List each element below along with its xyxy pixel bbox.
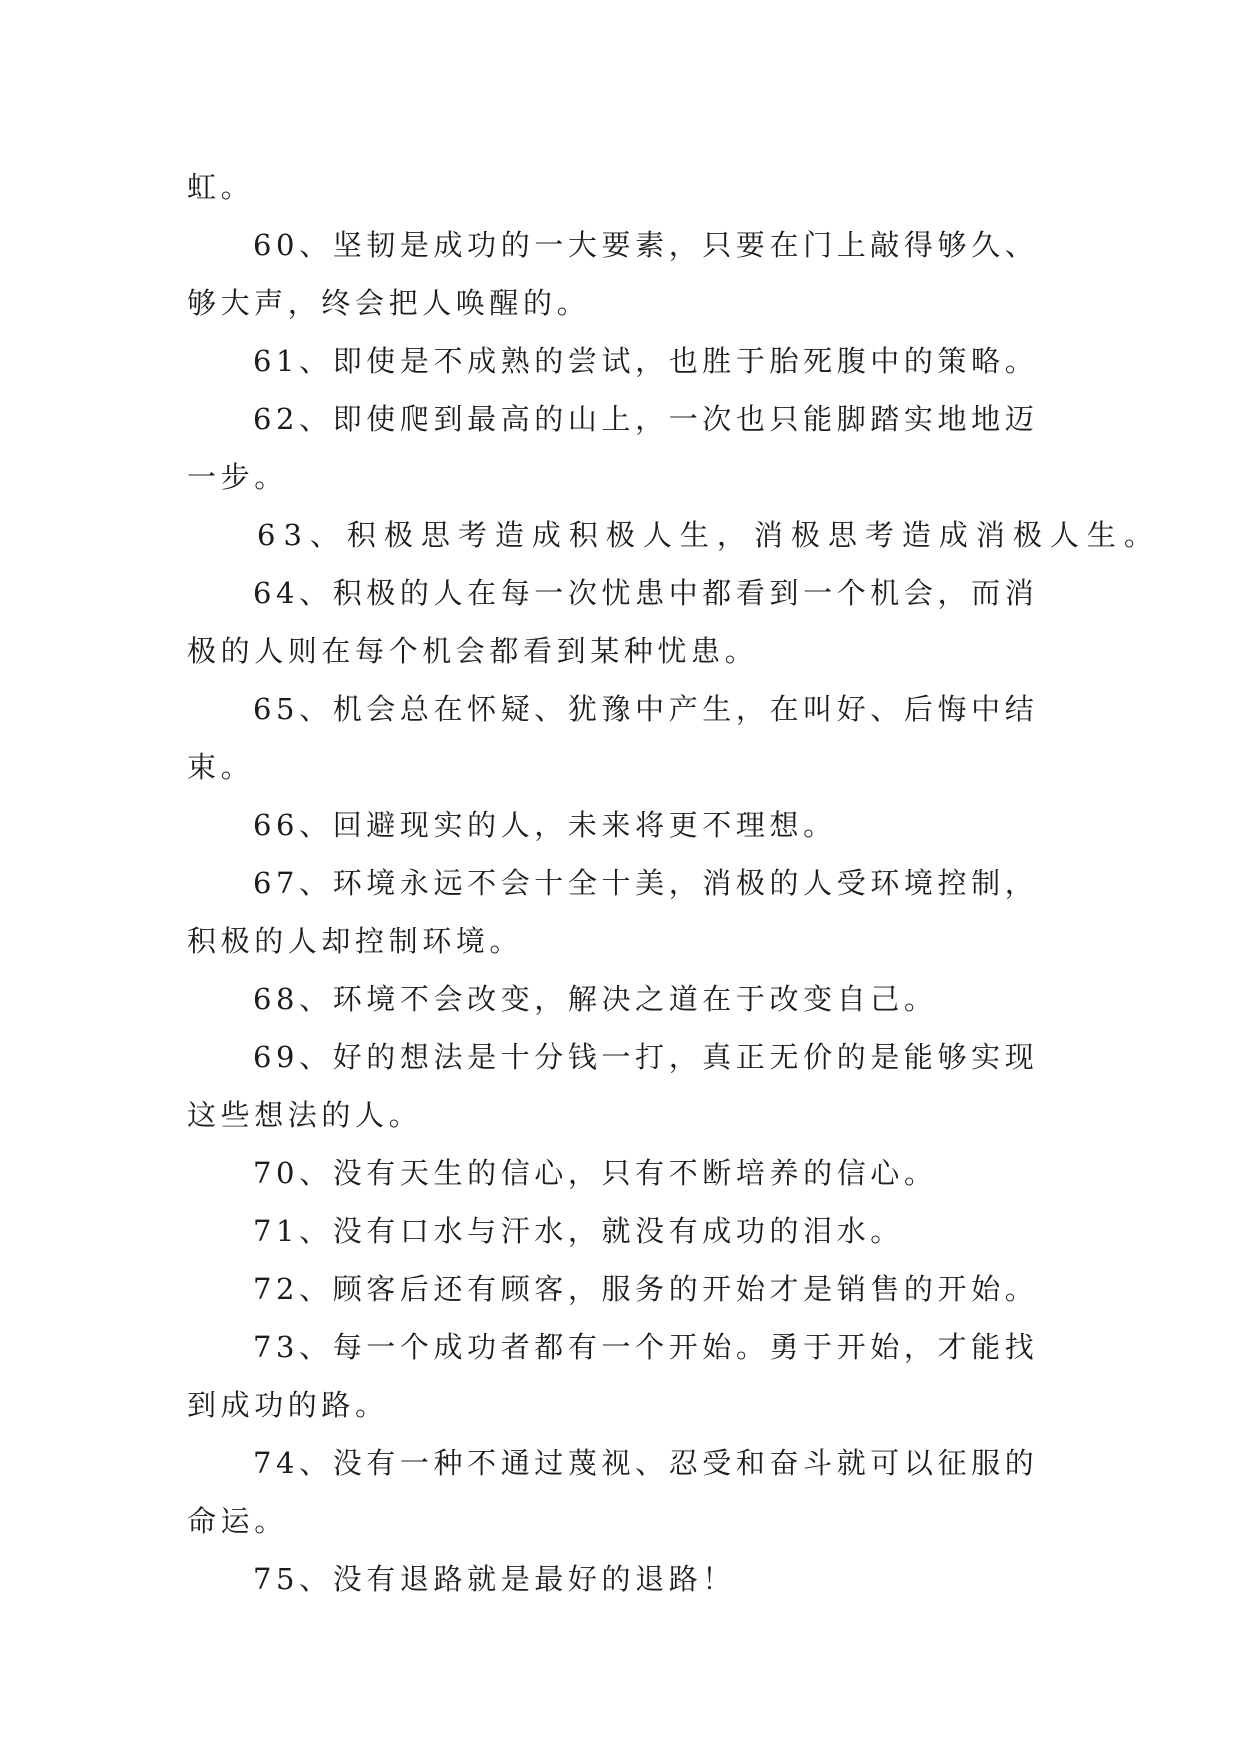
quote-65: 65、机会总在怀疑、犹豫中产生，在叫好、后悔中结束。: [187, 692, 1039, 784]
quote-67: 67、环境永远不会十全十美，消极的人受环境控制，积极的人却控制环境。: [187, 866, 1039, 958]
quote-75: 75、没有退路就是最好的退路！: [253, 1562, 736, 1596]
quote-74: 74、没有一种不通过蔑视、忍受和奋斗就可以征服的命运。: [187, 1446, 1039, 1538]
quote-73: 73、每一个成功者都有一个开始。勇于开始，才能找到成功的路。: [187, 1330, 1039, 1422]
quote-61: 61、即使是不成熟的尝试，也胜于胎死腹中的策略。: [253, 344, 1039, 378]
quote-68: 68、环境不会改变，解决之道在于改变自己。: [253, 982, 938, 1016]
quote-64: 64、积极的人在每一次忧患中都看到一个机会，而消极的人则在每个机会都看到某种忧患。: [187, 576, 1039, 668]
quote-62: 62、即使爬到最高的山上，一次也只能脚踏实地地迈一步。: [187, 402, 1039, 494]
quote-72: 72、顾客后还有顾客，服务的开始才是销售的开始。: [253, 1272, 1039, 1306]
quote-66: 66、回避现实的人，未来将更不理想。: [253, 808, 837, 842]
quote-70: 70、没有天生的信心，只有不断培养的信心。: [253, 1156, 938, 1190]
quote-69: 69、好的想法是十分钱一打，真正无价的是能够实现这些想法的人。: [187, 1040, 1039, 1132]
paragraph-continuation: 虹。: [187, 170, 255, 204]
quote-60: 60、坚韧是成功的一大要素，只要在门上敲得够久、够大声，终会把人唤醒的。: [187, 228, 1039, 320]
quote-63: 63、积极思考造成积极人生，消极思考造成消极人生。: [257, 518, 1161, 552]
document-body: [187, 158, 1161, 1608]
quote-71: 71、没有口水与汗水，就没有成功的泪水。: [253, 1214, 904, 1248]
